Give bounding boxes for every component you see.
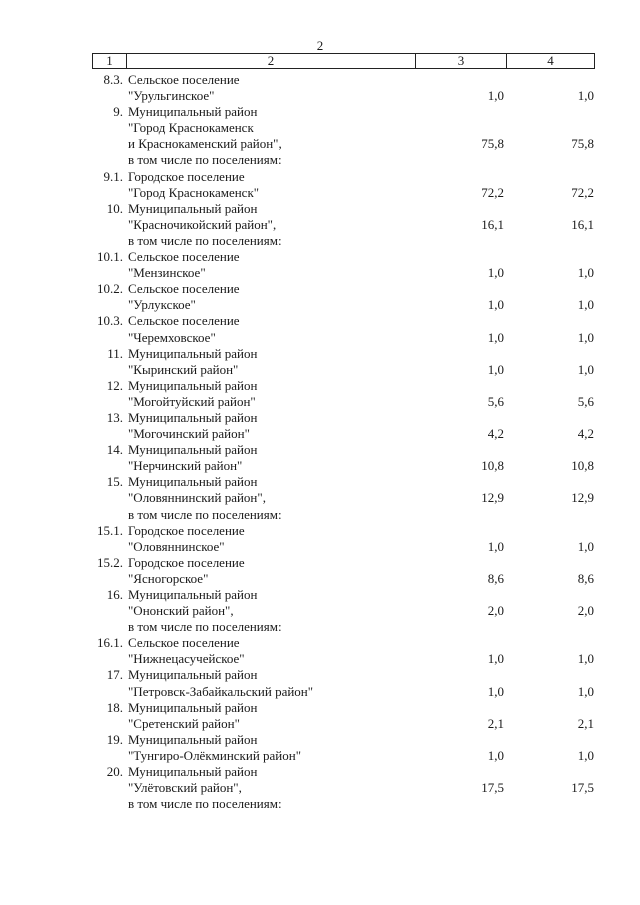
row-name-line: в том числе по поселениям: [128,506,282,522]
table-row [0,635,640,667]
row-number: 10. [106,200,123,216]
row-value-col3: 1,0 [487,88,504,104]
row-name [128,169,640,201]
row-name-line: Городское поселение [128,554,245,570]
row-name-line: Муниципальный район [128,667,258,683]
row-name [128,104,640,168]
row-name [128,523,640,555]
row-name-line: "Улётовский район", [128,780,242,796]
row-name-line: "Оловяннинское" [128,538,225,554]
row-name-line: Муниципальный район [128,764,258,780]
row-name-line: "Черемховское" [128,329,216,345]
row-name-line: Муниципальный район [128,377,258,393]
row-name-line: "Сретенский район" [128,715,240,731]
row-name-line: Муниципальный район [128,200,258,216]
row-number: 20. [106,764,123,780]
page-number: 2 [316,38,324,53]
row-value-col4: 1,0 [577,683,594,699]
row-value-col3: 5,6 [487,393,504,409]
row-value-col4: 72,2 [571,184,594,200]
row-name-line: в том числе по поселениям: [128,232,282,248]
table-row [0,104,640,168]
row-name-line: Муниципальный район [128,731,258,747]
row-value-col3: 1,0 [487,297,504,313]
row-name-line: "Красночикойский район", [128,216,277,232]
row-name [128,72,640,104]
header-col-1: 1 [93,54,127,68]
row-value-col3: 2,1 [487,715,504,731]
row-name-line: "Петровск-Забайкальский район" [128,683,314,699]
row-number: 13. [106,409,123,425]
table-row [0,442,640,474]
row-value-col3: 1,0 [487,747,504,763]
row-name-line: "Могойтуйский район" [128,393,256,409]
row-name [128,201,640,249]
row-name [128,249,640,281]
row-number: 16. [106,587,123,602]
row-name [128,281,640,313]
row-name [128,346,640,378]
row-name-line: и Краснокаменский район", [128,136,282,152]
table-row [0,249,640,281]
table-row [0,72,640,104]
row-value-col3: 1,0 [487,538,504,554]
row-name-line: Сельское поселение [128,72,240,87]
table-row [0,378,640,410]
row-value-col3: 75,8 [481,136,504,152]
row-name-line: "Оловяннинский район", [128,490,266,506]
row-value-col4: 8,6 [577,570,594,586]
row-value-col3: 8,6 [487,570,504,586]
row-value-col4: 1,0 [577,297,594,313]
row-name [128,732,640,764]
row-value-col4: 4,2 [577,426,594,442]
row-name-line: "Могочинский район" [128,426,250,442]
header-col-3: 3 [416,54,507,68]
row-value-col3: 12,9 [481,490,504,506]
row-value-col3: 1,0 [487,361,504,377]
table-header [92,53,595,69]
row-number: 15. [106,474,123,490]
row-number: 17. [106,667,123,683]
row-name [128,410,640,442]
row-number: 10.1. [97,249,123,265]
row-value-col3: 17,5 [481,780,504,796]
header-col-4: 4 [547,53,554,68]
row-name-line: Муниципальный район [128,409,258,425]
row-name-line: "Город Краснокаменск [128,120,254,136]
row-name-line: "Урульгинское" [128,88,215,104]
row-value-col3: 1,0 [487,265,504,281]
row-name-line: Муниципальный район [128,442,258,458]
table-row [0,764,640,812]
row-value-col4: 1,0 [577,329,594,345]
row-name-line: Сельское поселение [128,313,240,329]
row-name-line: Сельское поселение [128,635,240,651]
row-value-col3: 1,0 [487,651,504,667]
row-number: 10.2. [97,281,123,297]
table-row [0,732,640,764]
row-name-line: "Нижнецасучейское" [128,651,245,667]
row-value-col3: 4,2 [487,426,504,442]
row-name-line: "Урлукское" [128,297,196,313]
table-row [0,281,640,313]
row-name-line: Городское поселение [128,168,245,184]
table-row [0,169,640,201]
row-value-col4: 1,0 [577,747,594,763]
row-name-line: Муниципальный район [128,345,258,361]
table-row [0,201,640,249]
row-value-col3: 16,1 [481,216,504,232]
row-value-col4: 2,0 [577,603,594,619]
row-number: 10.3. [97,313,123,329]
row-number: 19. [106,731,123,747]
row-value-col4: 1,0 [577,88,594,104]
row-name-line: Сельское поселение [128,249,240,265]
row-name-line: в том числе по поселениям: [128,619,282,635]
row-value-col3: 1,0 [487,683,504,699]
row-value-col4: 75,8 [571,136,594,152]
row-name [128,700,640,732]
row-value-col3: 1,0 [487,329,504,345]
row-name-line: "Город Краснокаменск" [128,184,260,200]
row-number: 15.2. [97,554,123,570]
row-number: 8.3. [103,72,123,87]
row-number: 9. [113,104,123,120]
row-name-line: Сельское поселение [128,281,240,297]
row-value-col4: 16,1 [571,216,594,232]
row-value-col4: 10,8 [571,458,594,474]
table-row [0,667,640,699]
row-name-line: "Тунгиро-Олёкминский район" [128,747,302,763]
row-name [128,555,640,587]
row-name [128,667,640,699]
row-name [128,635,640,667]
table-row [0,523,640,555]
row-name-line: "Ононский район", [128,603,234,619]
row-name-line: "Ясногорское" [128,570,209,586]
table-row [0,587,640,635]
row-name [128,313,640,345]
row-name-line: Муниципальный район [128,699,258,715]
row-number: 16.1. [97,635,123,651]
row-name-line: в том числе по поселениям: [128,796,282,812]
row-name-line: Муниципальный район [128,104,258,120]
row-value-col3: 72,2 [481,184,504,200]
row-value-col4: 1,0 [577,265,594,281]
row-name [128,442,640,474]
row-name-line: Муниципальный район [128,587,258,602]
table-row [0,700,640,732]
row-name-line: Муниципальный район [128,474,258,490]
table-row [0,474,640,522]
table-row [0,346,640,378]
row-value-col4: 12,9 [571,490,594,506]
table-body [0,72,640,812]
row-value-col4: 1,0 [577,651,594,667]
row-name [128,764,640,812]
row-name-line: в том числе по поселениям: [128,152,282,168]
row-name-line: "Кыринский район" [128,361,239,377]
row-number: 18. [106,699,123,715]
row-name-line: "Нерчинский район" [128,458,243,474]
table-row [0,410,640,442]
table-row [0,313,640,345]
row-number: 15.1. [97,522,123,538]
row-name [128,587,640,635]
row-name [128,378,640,410]
row-value-col4: 2,1 [577,715,594,731]
row-value-col4: 17,5 [571,780,594,796]
row-name [128,474,640,522]
row-number: 11. [107,345,123,361]
row-value-col3: 10,8 [481,458,504,474]
row-value-col4: 1,0 [577,538,594,554]
row-name-line: "Мензинское" [128,265,206,281]
row-number: 12. [106,377,123,393]
row-value-col4: 5,6 [577,393,594,409]
row-value-col3: 2,0 [487,603,504,619]
header-col-2: 2 [127,54,416,68]
row-number: 9.1. [103,168,123,184]
row-name-line: Городское поселение [128,522,245,538]
table-row [0,555,640,587]
row-number: 14. [106,442,123,458]
row-value-col4: 1,0 [577,361,594,377]
